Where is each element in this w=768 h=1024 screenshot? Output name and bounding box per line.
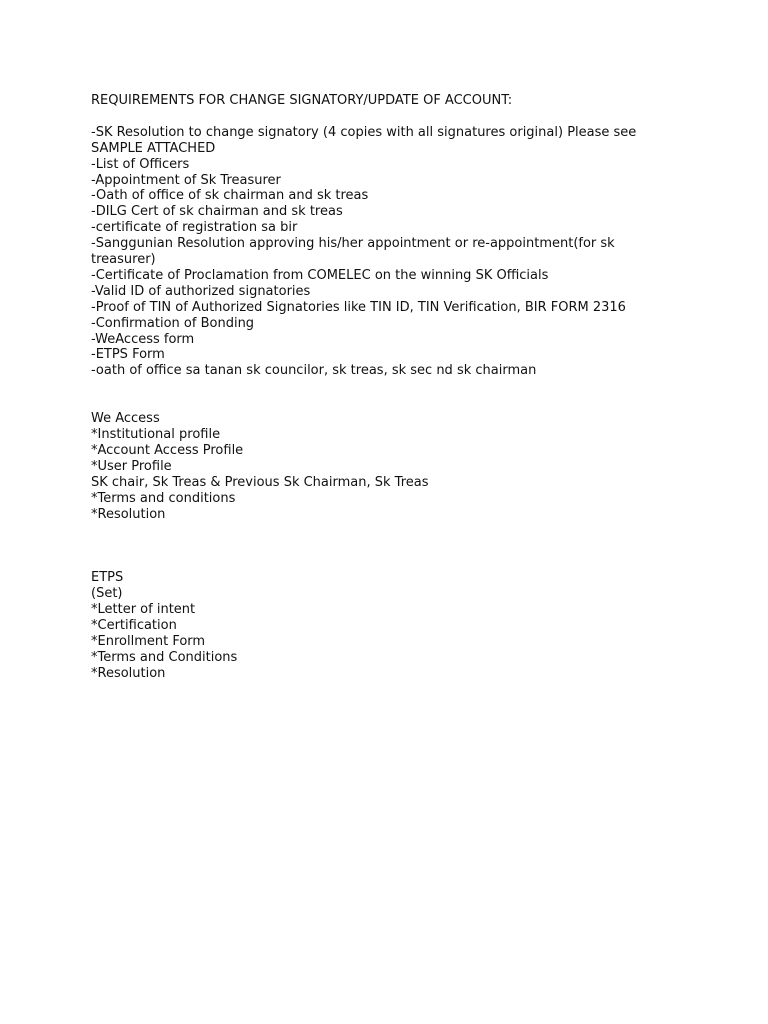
we-access-item: *Account Access Profile: [91, 442, 244, 458]
we-access-item: *Terms and conditions: [91, 490, 236, 506]
etps-subheading: (Set): [91, 586, 123, 601]
spacer: [91, 109, 691, 125]
document-body: [91, 93, 691, 681]
requirement-line: SAMPLE ATTACHED: [91, 140, 216, 156]
requirement-line: -List of Officers: [91, 156, 190, 172]
requirement-line: -oath of office sa tanan sk councilor, sk treas, sk sec nd sk chairman: [91, 363, 537, 379]
etps-item: *Certification: [91, 617, 177, 633]
spacer: [91, 554, 691, 570]
requirement-line: -Oath of office of sk chairman and sk treas: [91, 188, 369, 204]
we-access-item: SK chair, Sk Treas & Previous Sk Chairman, Sk Treas: [91, 474, 429, 490]
document-title: REQUIREMENTS FOR CHANGE SIGNATORY/UPDATE OF ACCOUNT:: [91, 93, 513, 108]
requirement-line: -Sanggunian Resolution approving his/her appointment or re-appointment(for sk: [91, 236, 615, 252]
spacer: [91, 538, 691, 554]
etps-item: *Enrollment Form: [91, 633, 206, 649]
requirement-line: treasurer): [91, 252, 156, 268]
etps-item: *Resolution: [91, 665, 166, 681]
spacer: [91, 395, 691, 411]
we-access-heading: We Access: [91, 411, 160, 427]
requirement-line: -ETPS Form: [91, 347, 165, 363]
requirement-line: -Certificate of Proclamation from COMELEC on the winning SK Officials: [91, 267, 549, 283]
requirement-line: -DILG Cert of sk chairman and sk treas: [91, 204, 343, 220]
spacer: [91, 379, 691, 395]
we-access-item: *Institutional profile: [91, 426, 221, 442]
etps-item: *Letter of intent: [91, 601, 196, 617]
spacer: [91, 522, 691, 538]
requirement-line: -certificate of registration sa bir: [91, 220, 298, 236]
we-access-item: *Resolution: [91, 506, 166, 522]
requirement-line: -Proof of TIN of Authorized Signatories like TIN ID, TIN Verification, BIR FORM 2316: [91, 299, 626, 315]
requirement-line: -Appointment of Sk Treasurer: [91, 172, 281, 188]
etps-heading: ETPS: [91, 570, 124, 586]
requirement-line: -WeAccess form: [91, 331, 195, 347]
requirement-line: -SK Resolution to change signatory (4 copies with all signatures original) Please see: [91, 124, 637, 140]
we-access-item: *User Profile: [91, 458, 172, 474]
requirement-line: -Valid ID of authorized signatories: [91, 283, 311, 299]
requirement-line: -Confirmation of Bonding: [91, 315, 255, 331]
etps-item: *Terms and Conditions: [91, 649, 238, 665]
